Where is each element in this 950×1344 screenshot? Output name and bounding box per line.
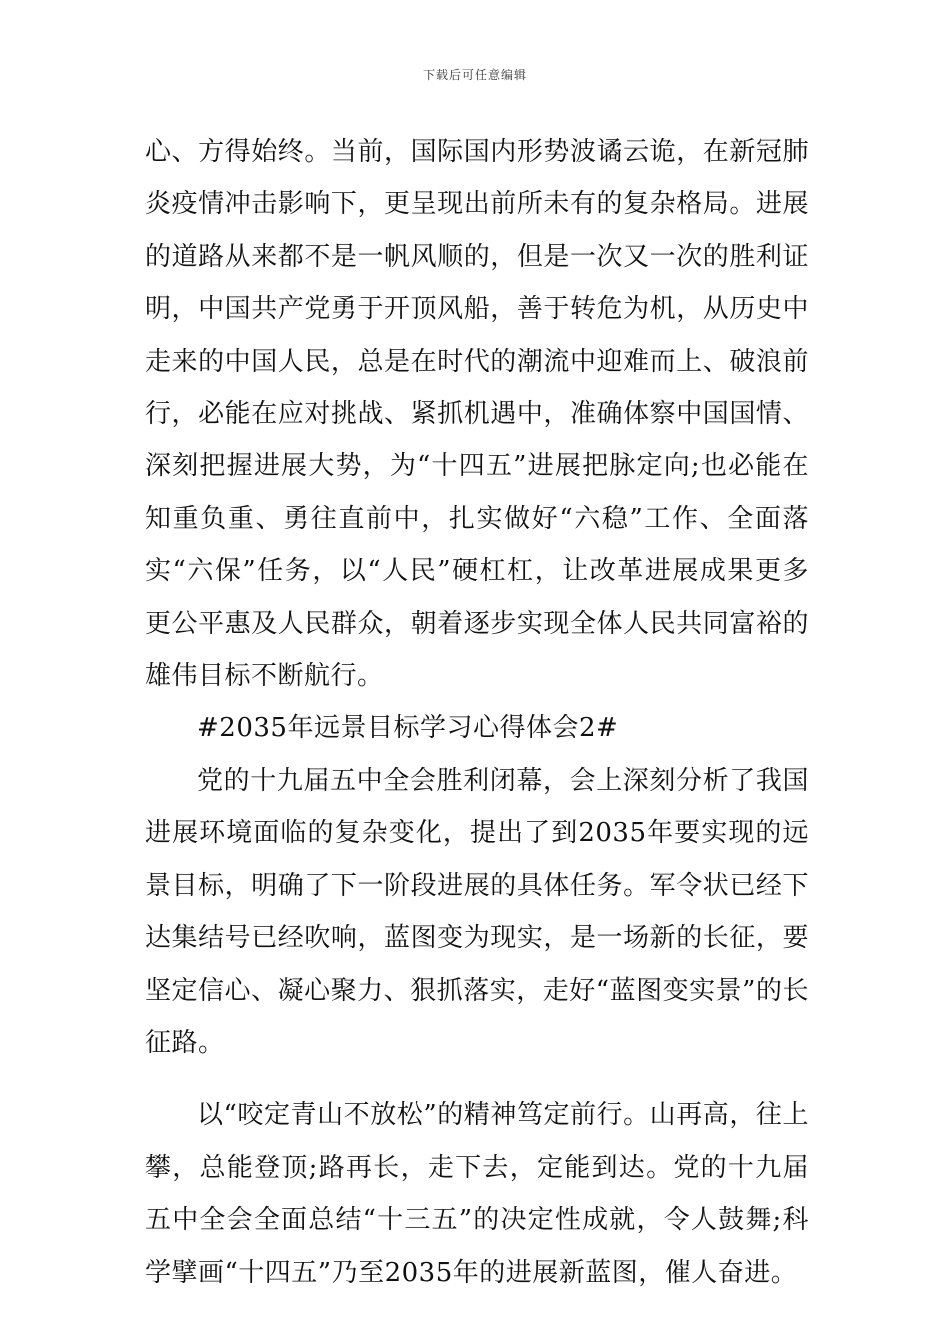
document-body	[145, 126, 809, 1299]
section-heading: #2035年远景目标学习心得体会2#	[197, 713, 619, 744]
paragraph-continuation: 心、方得始终。当前，国际国内形势波谲云诡，在新冠肺炎疫情冲击影响下，更呈现出前所未有的复杂格局。进展的道路从来都不是一帆风顺的，但是一次又一次的胜利证明，中国共产党勇于开顶风船，善于转危为机，从历史中走来的中国人民，总是在时代的潮流中迎难而上、破浪前行，必能在应对挑战、紧抓机遇中，准确体察中国国情、深刻把握进展大势，为“十四五”进展把脉定向;也必能在知重负重、勇往直前中，扎实做好“六稳”工作、全面落实“六保”任务，以“人民”硬杠杠，让改革进展成果更多更公平惠及人民群众，朝着逐步实现全体人民共同富裕的雄伟目标不断航行。	[145, 137, 809, 692]
paragraph-perseverance: 以“咬定青山不放松”的精神笃定前行。山再高，往上攀，总能登顶;路再长，走下去，定能到达。党的十九届五中全会全面总结“十三五”的决定性成就，令人鼓舞;科学擘画“十四五”乃至2035年的进展新蓝图，催人奋进。	[145, 1100, 809, 1288]
paragraph-intro: 党的十九届五中全会胜利闭幕，会上深刻分析了我国进展环境面临的复杂变化，提出了到2035年要实现的远景目标，明确了下一阶段进展的具体任务。军令状已经下达集结号已经吹响，蓝图变为现实，是一场新的长征，要坚定信心、凝心聚力、狠抓落实，走好“蓝图变实景”的长征路。	[145, 765, 809, 1058]
page-header-note: 下载后可任意编辑	[422, 68, 527, 82]
